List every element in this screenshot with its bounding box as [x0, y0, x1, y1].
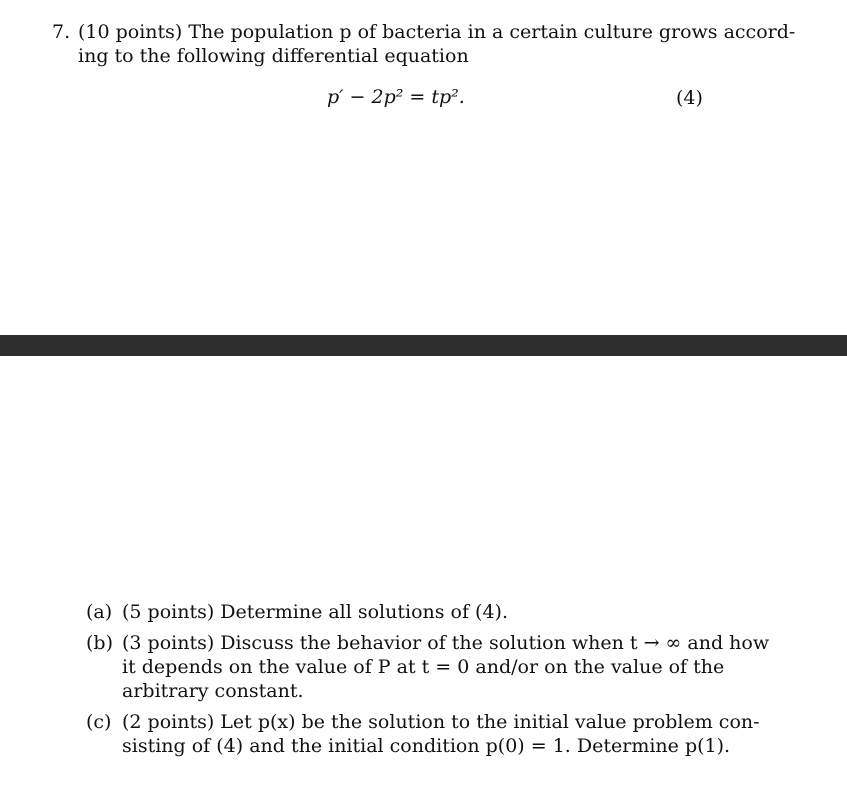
problem-line-2: [52, 44, 712, 68]
differential-equation: p′ − 2p² = tp².: [327, 86, 465, 108]
problem-text-line-2: ing to the following differential equation: [78, 45, 469, 67]
subquestion-c-label: (c): [86, 711, 112, 733]
problem-text-line-1: (10 points) The population p of bacteria in a certain culture grows accord-: [78, 21, 796, 43]
subquestion-c-line-2: sisting of (4) and the initial condition p(0) = 1. Determine p(1).: [122, 735, 731, 757]
subquestion-a-line-1: (5 points) Determine all solutions of (4).: [122, 601, 509, 623]
subquestion-b: [86, 631, 770, 703]
equation-number: (4): [676, 87, 703, 109]
problem-line-1: [52, 20, 796, 44]
problem-statement: [52, 20, 796, 68]
subquestion-b-line-1: (3 points) Discuss the behavior of the solution when t → ∞ and how: [122, 632, 770, 654]
subquestion-c-text: [122, 710, 760, 758]
subquestion-a-text: [122, 600, 704, 624]
subquestion-b-text: [122, 631, 770, 703]
subquestion-c: [86, 710, 760, 758]
subquestion-c-line-1: (2 points) Let p(x) be the solution to the initial value problem con-: [122, 711, 760, 733]
subquestion-b-label: (b): [86, 632, 113, 654]
subquestion-a: [86, 600, 706, 624]
subquestion-a-label: (a): [86, 601, 113, 623]
problem-number: 7.: [52, 21, 71, 43]
dark-divider-bar: [0, 335, 847, 356]
subquestions-list: [86, 600, 770, 765]
subquestion-b-line-2: it depends on the value of P at t = 0 and/or on the value of the: [122, 656, 725, 678]
subquestion-b-line-3: arbitrary constant.: [122, 680, 304, 702]
